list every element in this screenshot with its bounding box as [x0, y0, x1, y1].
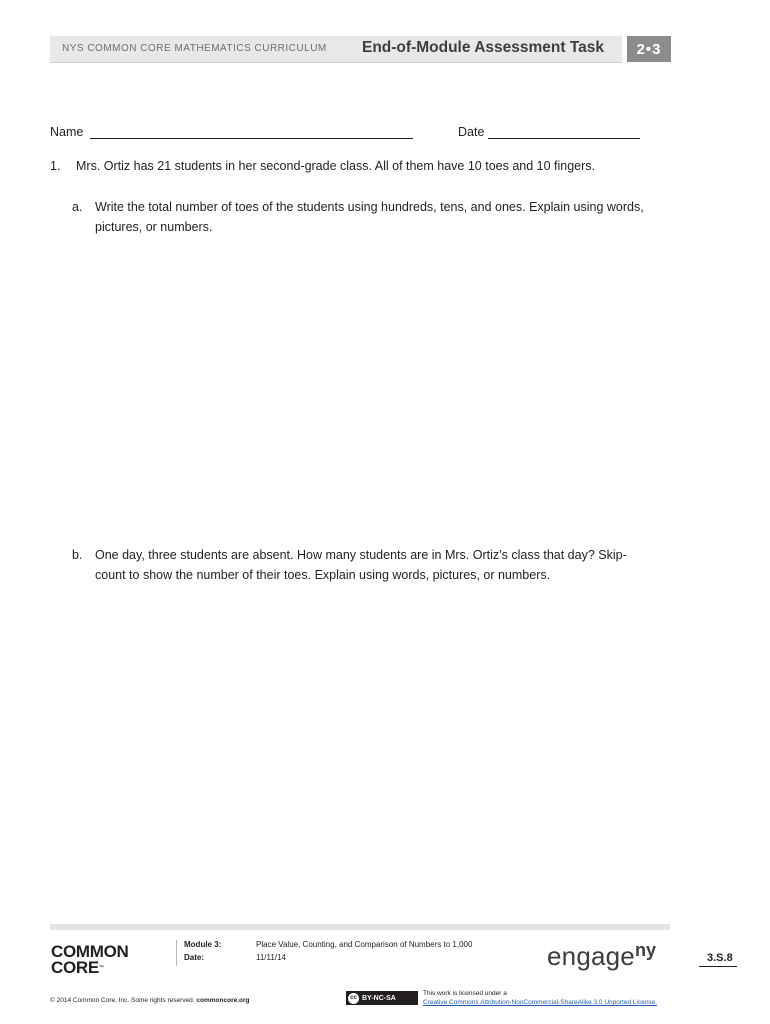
grade-module-badge: 2•3	[627, 36, 671, 62]
logo-trademark: ™	[98, 965, 104, 971]
footer-date-label-text: Date:	[184, 953, 205, 962]
license-link[interactable]: Creative Commons Attribution-NonCommercial-ShareAlike 3.0 Unported License.	[423, 999, 658, 1006]
common-core-logo	[51, 944, 129, 976]
part-b-text: One day, three students are absent. How many students are in Mrs. Ortiz’s class that day? Skip-count to show the number of their toes. Explain using words, pictures, or numbers.	[95, 548, 627, 582]
part-a-label: a.	[72, 200, 83, 214]
name-label: Name	[50, 125, 84, 139]
logo-line-2	[51, 960, 129, 976]
module-label-text: Module 3:	[184, 940, 222, 949]
date-label: Date	[458, 125, 485, 139]
footer-bar	[50, 924, 670, 930]
footer-date-label	[184, 953, 204, 962]
cc-badge-text: BY-NC-SA	[362, 994, 396, 1002]
engageny-logo	[547, 940, 656, 972]
copyright	[50, 997, 250, 1004]
name-field-line[interactable]	[90, 138, 413, 139]
cc-license-badge	[346, 991, 418, 1005]
part-a-answer-area[interactable]	[95, 240, 670, 530]
question-1-text: Mrs. Ortiz has 21 students in her second-grade class. All of them have 10 toes and 10 fingers.	[76, 159, 596, 173]
part-a-text-content: Write the total number of toes of the students using hundreds, tens, and ones. Explain using words, pictures, or numbers.	[95, 200, 644, 234]
license-text: This work is licensed under a	[423, 990, 507, 997]
module-label	[184, 940, 221, 949]
logo-line-2-text: CORE	[51, 958, 99, 977]
date-field-line[interactable]	[488, 138, 640, 139]
copyright-site: commoncore.org	[196, 997, 250, 1004]
page-number: 3.S.8	[699, 952, 737, 967]
curriculum-label: NYS COMMON CORE MATHEMATICS CURRICULUM	[62, 43, 327, 54]
part-b-answer-area[interactable]	[95, 590, 670, 910]
ny-text: ny	[634, 940, 656, 960]
question-1-number: 1.	[50, 159, 61, 173]
task-title: End-of-Module Assessment Task	[362, 39, 605, 56]
module-title: Place Value, Counting, and Comparison of Numbers to 1,000	[256, 940, 473, 949]
footer-date-value: 11/11/14	[256, 953, 286, 962]
part-a-text	[95, 197, 685, 237]
part-b-label: b.	[72, 548, 83, 562]
engage-text: engage	[547, 941, 635, 971]
copyright-text: © 2014 Common Core, Inc. Some rights reserved.	[50, 997, 197, 1004]
footer-separator	[176, 940, 177, 966]
logo-line-1: COMMON	[51, 942, 129, 961]
cc-icon: cc	[348, 993, 359, 1004]
